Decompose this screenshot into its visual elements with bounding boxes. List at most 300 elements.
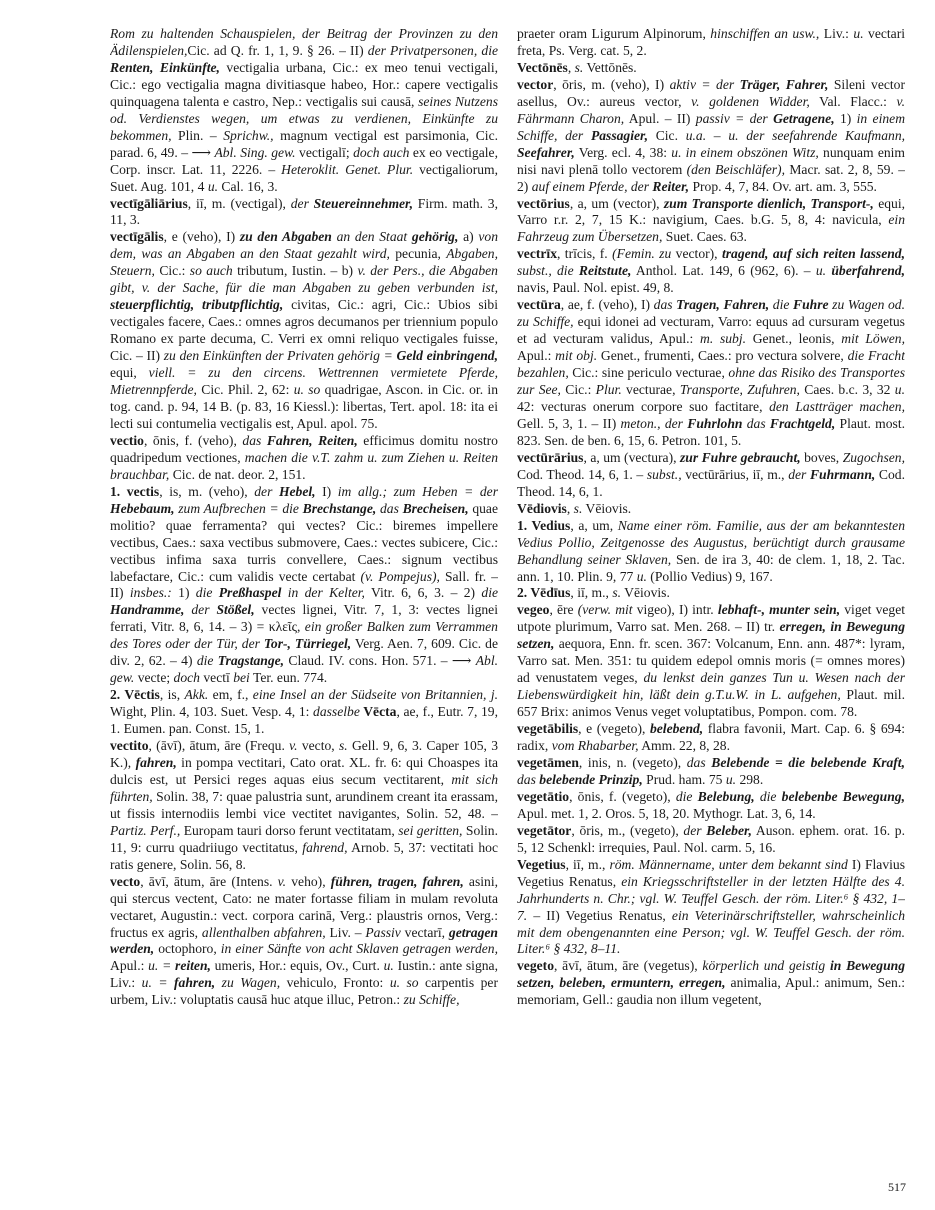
entry-text: s. [574,59,584,75]
entry-text: Solin. 11, 9: curru quadriiugo vectitatus, [110,822,498,855]
entry-text: Tor-, Türriegel, [263,636,352,652]
entry-text: veho), [286,873,331,889]
entry-text: Verg. ecl. 4, 38: [574,144,672,160]
entry-text: Cic. Phil. 2, 62: [196,382,294,398]
entry-text: Arnob. 5, 37: vectitati hoc ratis genere, Solin. 56, 8. [110,839,498,872]
entry-text: Europam tauri dorso ferunt vectitatam, [180,822,399,838]
entry-text: ein Kriegsschriftsteller in der letzten Hälfte des 4. Jahrhunderts n. Chr.; vgl. W. Teuffel Gesch. der röm. Liter.⁶ § 432, 1–7. [517,873,905,923]
entry-text: ex eo vectigale, Corp. inscr. Lat. 11, 2226. – [110,144,498,177]
entry-text: Abl. Sing. gew. [214,144,296,160]
entry-headword: vegetābilis [517,721,579,737]
entry-text: Cic.: [560,382,596,398]
right-column [517,26,905,1176]
dictionary-entry [517,501,905,518]
entry-text: Hebebaum, [110,500,175,516]
entry-text: subst., die [517,263,579,279]
entry-text: Tragstange, [217,653,285,669]
entry-headword: vecto [110,873,141,889]
dictionary-entry [110,196,498,230]
entry-text: viget veget utpote plurimum, Varro sat. Men. 268. – II) tr. [517,602,905,635]
entry-text: u. so [389,975,419,991]
entry-text: führen, tragen, fahren, [330,873,464,889]
dictionary-entry [517,602,905,721]
entry-text: u. [383,958,394,974]
entry-text: aequora, Enn. fr. scen. 367: Volcanum, Enn. ann. 487*: lyram, Varro sat. Men. 351: tu quidem edepol omnis moris (= omnes mores) ad venustatem veges, [517,636,905,686]
entry-text: m. subj. [700,331,747,347]
entry-text: Preßhaspel [218,585,282,601]
entry-text: Cic. [647,127,686,143]
entry-text: flabra favonii, Mart. Cap. 6. § 694: radix, [517,721,905,754]
entry-text: viell. = zu den circens. Wettrennen vermietete Pferde, Mietrennpferde, [110,365,498,398]
entry-headword: vectīgālis [110,229,164,245]
entry-text: , is, m. (veho), [159,483,255,499]
entry-text: die [481,585,498,601]
dictionary-entry [110,433,498,484]
entry-text: asini, qui stercus vectent, Cato: ne mater fortasse filiam in mulam revoluta vectaret, Augustin.: vect. corpora carinā, Verg.: plaustris ornos, Verg.: fructus ex agris, [110,873,498,940]
entry-text: Stößel, [216,602,255,618]
entry-text: Plaut. mil. 657 Brix: animos Venus veget voluptatibus, Pompon. com. 78. [517,687,905,720]
entry-text: – II) Vegetius Renatus, [527,907,672,923]
entry-text: lebhaft-, munter sein, [717,602,841,618]
entry-text: hinschiffen an usw., [710,26,820,41]
entry-text: Fuhre [793,297,829,313]
entry-text: Handramme, [110,602,185,618]
dictionary-entry [110,484,498,687]
dictionary-entry [517,857,905,959]
entry-text: fahrend, [302,839,348,855]
entry-text: u. = [141,975,174,991]
entry-text: s. [338,738,348,754]
entry-text: Plur. [595,382,622,398]
entry-headword: vectrīx [517,246,557,262]
entry-text: die [675,788,698,804]
entry-text: Brecheisen, [402,500,469,516]
entry-text: vectigalī; [295,144,354,160]
entry-text: bei [233,670,250,686]
entry-text: Belebung, [697,788,755,804]
entry-text: Sen. de ira 3, 40: de clem. 1, 18, 2. Tac. ann. 1, 10. Plin. 9, 77 [517,551,905,584]
entry-text: Cic.: sine periculo vecturae, [568,365,729,381]
entry-text: passiv = der [695,110,774,126]
entry-text: das [686,754,712,770]
dictionary-entry [517,26,905,60]
entry-text: Reiter, [652,178,690,194]
entry-text: Apul. met. 1, 2. Oros. 5, 18, 20. Mythogr. Lat. 3, 6, 14. [517,805,816,821]
entry-text: die [769,297,794,313]
entry-text: Sileni vector asellus, Ov.: aureus vector, [517,76,905,109]
entry-text: Genet., frumenti, Caes.: pro vectura solvere, [597,348,848,364]
entry-headword: vectīgāliārius [110,195,188,211]
entry-text: , ōnis, f. (vegeto), [569,788,676,804]
entry-headword: vectito [110,738,149,754]
entry-text: Cic. ad Q. fr. 1, 1, 9. § 26. – II) [187,42,364,58]
dictionary-entry [110,26,498,196]
entry-text: zu den Abgaben [239,229,332,245]
entry-text: , āvī, ātum, āre (Intens. [140,873,278,889]
entry-text: Gell. 9, 6, 3. Caper 105, 3 K.), [110,738,498,770]
entry-text: vectarī, [400,924,449,940]
entry-text: equi, Varro r.r. 2, 7, 15 K.: navigium, Caes. b.G. 5, 8, 4: navicula, [517,195,905,228]
entry-headword: vegetātio [517,788,570,804]
entry-text: (den Beischläfer), [686,161,785,177]
entry-text: Iustin.: ante signa, Liv.: [110,958,498,991]
entry-text: I) [315,483,338,499]
entry-text: vectī [199,670,234,686]
entry-text: u. in einem obszönen Witz, [671,144,819,160]
entry-text: die [196,653,218,669]
entry-text: vecturae, [621,382,680,398]
entry-text: überfahrend, [831,263,905,279]
entry-headword: vegeto [517,958,554,974]
entry-text: ein Veterinärschriftsteller, wahrscheinlich mit dem obengenannten eine Person; vgl. W. Teuffel Gesch. der röm. Liter.⁶ § 432, 8–11. [517,907,905,957]
entry-text: der [788,466,810,482]
entry-text: an den Staat [331,229,412,245]
entry-text: machen die v.T. zahm u. zum Ziehen u. Reiten brauchbar, [110,449,498,482]
entry-text: Verg. Aen. 7, 609. Cic. de div. 2, 62. – 4) [110,636,498,669]
entry-text: körperlich und geistig [702,958,830,974]
entry-text: u. [725,771,737,787]
entry-text: erregen, in Bewegung setzen, [517,619,905,652]
dictionary-entry [517,297,905,450]
entry-text: getragen werden, [110,924,498,957]
entry-text: , a, um (vectura), [583,449,680,465]
entry-text: , ae, f. (veho), I) [560,297,654,313]
entry-text: efficimus domitu nostro quadripedum vectiones, [110,432,498,465]
entry-text: v. goldenen Widder, [691,93,810,109]
dictionary-entry [517,958,905,1009]
entry-text: Ter. eun. 774. [249,670,328,686]
entry-text: Träger, Fahrer, [739,76,829,92]
entry-text: Apul.: [110,958,149,974]
entry-text: vom Rhabarber, [551,738,639,754]
entry-text: , [567,59,575,75]
entry-text: vector), [671,246,722,262]
entry-text: u. [636,568,647,584]
entry-text: carpentis per urbem, Liv.: voluptatis causā huc atque illuc, Petron.: [110,975,498,1008]
entry-text: magnum vectigal est parsimonia, Cic. parad. 6, 49. – ⟶ [110,127,498,160]
dictionary-entry [517,246,905,297]
entry-text: equi idonei ad vecturam, Varro: equus ad cursuram vegetus et ad vecturam validus, Apul.: [517,314,905,347]
entry-text: octophoro, [154,941,221,957]
entry-text: Reitstute, [578,263,632,279]
entry-text: der [290,195,314,211]
entry-text: u. [815,263,832,279]
entry-text: insbes.: [129,585,172,601]
page-number: 517 [888,1180,906,1194]
entry-text: s. [612,585,622,601]
entry-text: Sall. fr. – II) [110,568,498,601]
entry-text: Val. Flacc.: [809,93,897,109]
entry-text: 298. [736,771,764,787]
entry-text: Seefahrer, [517,144,575,160]
entry-text: Wight, Plin. 4, 103. Suet. Vesp. 4, 1: [110,704,314,720]
entry-text: allenthalben abfahren, [201,924,326,940]
entry-headword: Vēdiovis [517,500,567,516]
entry-headword: vegeo [517,602,550,618]
entry-text: Akk. [184,687,209,703]
entry-headword: 2. Vēctis [110,687,160,703]
entry-text: mit Löwen, [841,331,905,347]
entry-text: u. so [293,382,321,398]
entry-text: Tragen, Fahren, [676,297,770,313]
entry-text: Hebel, [278,483,316,499]
entry-text: , [566,500,574,516]
entry-text: auf einem Pferde, der [531,178,653,194]
entry-text: a) [458,229,479,245]
entry-headword: vector [517,76,554,92]
entry-text: Partiz. Perf., [110,822,181,838]
entry-text: Sprichw., [223,127,274,143]
entry-text: Apul.: [517,348,556,364]
entry-text: I) Flavius Vegetius Renatus, [517,856,905,889]
dictionary-entry [517,196,905,247]
entry-text: praeter oram Ligurum Alpinorum, [517,26,711,41]
entry-text: tragend, auf sich reiten lassend, [721,246,905,262]
entry-headword: Vectōnēs [517,59,568,75]
entry-text: Belebende = die belebende Kraft, [711,754,905,770]
dictionary-entry [110,738,498,874]
entry-text: dasselbe [313,704,360,720]
entry-text: v. [289,738,298,754]
entry-text: Solin. 38, 7: quae palustria sunt, arundinem creant ita erassam, ut fissis internodiis lembi vice vectitet navigantes, Solin. 52, 48. – [110,788,498,821]
entry-text: u. = [148,958,176,974]
entry-text: , ae, f., Eutr. 7, 19, 1. Eumen. pan. Const. 15, 1. [110,704,498,737]
entry-text: 1) [171,585,196,601]
entry-text: Fahren, Reiten, [266,432,358,448]
entry-headword: vectōrius [517,195,570,211]
entry-text: , ōris, m. (veho), I) [553,76,670,92]
entry-text: u. [207,178,219,194]
entry-text: zu Wagen od. zu Schiffe, [517,297,905,330]
entry-text: Amm. 22, 8, 28. [638,738,730,754]
left-column [110,26,498,1176]
dictionary-entry [517,721,905,755]
entry-text: Claud. IV. cons. Hon. 571. – ⟶ [284,653,476,669]
entry-text: (verw. mit [577,602,633,618]
entry-text: Passiv [365,924,401,940]
entry-text: zum Transporte dienlich, Transport-, [663,195,874,211]
entry-text: Transporte, Zufuhren, [679,382,800,398]
dictionary-entry [517,518,905,586]
entry-text: Rom zu haltenden Schauspielen, der Beitrag der Provinzen zu den Ädilenspielen, [110,26,498,58]
entry-text: civitas, Cic.: agri, Cic.: Ubios sibi vectigales facere, Caes.: omnes agros decumanos per triennium populo Romano ex parte decuma, C. Verri ex omni reliquo vectigales fuisse, Cic. – II) [110,297,498,364]
entry-text: Vēiovis. [621,585,670,601]
entry-text: vecte; [134,670,174,686]
entry-text: vecto, [297,738,339,754]
dictionary-entry [110,687,498,738]
entry-text: – [706,127,729,143]
entry-text: Fuhrmann, [809,466,876,482]
entry-text: Caes. b.c. 3, 32 [799,382,895,398]
entry-text: ein Fahrzeug zum Übersetzen, [517,212,905,245]
entry-text: röm. Männername, unter dem bekannt sind [609,856,848,872]
entry-text: gehörig, [411,229,459,245]
entry-text: ein großer Balken zum Verrammen des Tores oder der Tür, der [110,619,498,652]
entry-text: u. [853,26,864,41]
entry-text: so auch [189,263,233,279]
entry-text: fahren, [174,975,216,991]
entry-text: u.a. [685,127,707,143]
entry-text: fahren, [135,754,177,770]
entry-text: , a, um (vector), [569,195,664,211]
entry-text: Steuereinnehmer, [313,195,413,211]
entry-text: zu den Einkünften der Privaten gehörig = [163,348,397,364]
dictionary-entry [110,874,498,1010]
entry-headword: 1. Vedius [517,517,571,533]
entry-text: , e (veho), I) [163,229,240,245]
entry-headword: Vēcta [359,704,397,720]
entry-text: aktiv = der [669,76,740,92]
entry-text: Abgaben, Steuern, [110,246,498,279]
entry-text: u. der seefahrende Kaufmann, [728,127,905,143]
entry-text: Zugochsen, [842,449,905,465]
entry-text: ohne das Risiko des Transportes zur See, [517,365,905,398]
entry-text: Plin. – [171,127,224,143]
entry-headword: vectūrārius [517,449,584,465]
entry-text: , ēre [549,602,578,618]
entry-text: Gell. 5, 3, 1. – II) [517,415,621,431]
entry-text: 1) [834,110,857,126]
entry-text: doch [173,670,200,686]
entry-text: Brechstange, [302,500,377,516]
entry-text: in der Kelter, [281,585,365,601]
entry-text: Prop. 4, 7, 84. Ov. art. am. 3, 555. [689,178,877,194]
entry-text: die [195,585,219,601]
entry-headword: vegetāmen [517,754,579,770]
entry-text: das [742,415,770,431]
entry-text: animalia, Apul.: animum, Sen.: memoriam, Gell.: gaudia non illum vegetent, [517,975,905,1008]
entry-text: (Pollio Vedius) 9, 167. [646,568,773,584]
entry-text: Anthol. Lat. 149, 6 (962, 6). – [631,263,816,279]
dictionary-entry [517,755,905,789]
entry-text: Vēiovis. [582,500,632,516]
entry-text: Cod. Theod. 14, 6, 1. [517,466,905,499]
entry-text: subst., [646,466,682,482]
entry-text: vectigalia urbana, Cic.: ex meo tenui vectigali, Cic.: ego vectigalia magna divitiasque habeo, Hor.: capere vectigalis quinquagena talenta e castro, Nep.: vectigalis sui causā, [110,59,498,109]
entry-text: v. [277,873,287,889]
entry-text: du lenkst dein ganzes Tun u. Wesen nach der Liebenswürdigkeit hin, läßt dein g.T.u.W. in L. aufgehen, [517,670,905,703]
entry-text: Fuhrlohn [687,415,743,431]
entry-text: , inis, n. (vegeto), [578,754,687,770]
entry-text: in einem Schiffe, der [517,110,905,143]
entry-text: mit obj. [555,348,598,364]
entry-text: Frachtgeld, [769,415,836,431]
entry-text: vectes lignei, Vitr. 7, 1, 3: vectes lignei ferrati, Vitr. 8, 6, 14. – 3) = κλεῖς, [110,602,498,635]
entry-text: quae molitio? quae ferramenta? qui vectes? Cic.: biremes impellere vectibus, Caes.: saxa vectibus submovere, Caes.: vectes subicere, Cic.: vectibus infima saxa turris convellere, Caes.: signum vectibus labefactare, Cic.: cum validis vecte certabat [110,500,498,584]
entry-text: Cod. Theod. 14, 6, 1. – [517,466,647,482]
dictionary-entry [517,450,905,501]
entry-text: , is, [159,687,185,703]
entry-text: s. [573,500,583,516]
entry-headword: 1. vectis [110,483,160,499]
entry-text: umeris, Hor.: equis, Ov., Curt. [210,958,384,974]
entry-text: steuerpflichtig, tributpflichtig, [110,297,284,313]
entry-text: , āvī, ātum, āre (vegetus), [554,958,703,974]
entry-text: pecunia, [389,246,447,262]
entry-text: Renten, Einkünfte, [110,59,220,75]
entry-text: der [254,483,279,499]
entry-text: Suet. Caes. 63. [662,229,747,245]
entry-text: doch auch [353,144,410,160]
entry-text: quadrigae, Ascon. in Cic. or. in tog. cand. p. 94, 14 B. (p. 83, 16 Kiessl.): libertas, Tert. apol. 18: ita ei lecti sui contumelia vectigalis est, Apul. apol. 75. [110,382,498,431]
entry-headword: 2. Vēdīus [517,585,571,601]
entry-text: belebenbe Bewegung, [781,788,905,804]
entry-text: Macr. sat. 2, 8, 59. – 2) [517,161,905,194]
entry-text: Cal. 16, 3. [218,178,278,194]
entry-text: Abl. gew. [110,653,498,686]
entry-text: (v. Pompejus), [360,568,440,584]
entry-text: 42: vecturas onerum corpore suo factitare, [517,398,770,414]
entry-text: das [653,297,677,313]
entry-text: Geld einbringend, [396,348,498,364]
entry-text: in Bewegung setzen, beleben, ermuntern, erregen, [517,958,905,991]
entry-text: der [683,822,707,838]
dictionary-entry [110,229,498,432]
entry-text: (Femin. zu [612,246,672,262]
entry-text: Auson. ephem. orat. 16. p. 5, 12 Schenkl: irrequies, Paul. Nol. carm. 5, 16. [517,822,905,855]
entry-text: boves, [800,449,843,465]
entry-text: , e (vegeto), [578,721,650,737]
entry-text: zu Schiffe, [403,992,460,1008]
entry-text: Liv. – [325,924,366,940]
entry-text: Beleber, [706,822,752,838]
entry-text: zum Aufbrechen = die [174,500,303,516]
entry-text: Apul. – II) [624,110,696,126]
entry-text: Heteroklit. Genet. Plur. [281,161,414,177]
entry-text: zu Wagen, [215,975,281,991]
entry-text: , ōnis, f. (veho), [143,432,243,448]
entry-headword: vegetātor [517,822,572,838]
entry-text: v. Fährmann Charon, [517,93,905,126]
entry-text: Firm. math. 3, 11, 3. [110,195,498,228]
entry-text: em, f., [208,687,253,703]
entry-text: der Privatpersonen, die [363,42,498,58]
entry-text: vectigaliorum, Suet. Aug. 101, 4 [110,161,498,194]
entry-text: navis, Paul. Nol. epist. 49, 8. [517,280,674,296]
entry-text: vectari freta, Ps. Verg. cat. 5, 2. [517,26,905,58]
entry-text: Prud. ham. 75 [642,771,726,787]
entry-text: Name einer röm. Familie, aus der am bekanntesten Vedius Pollio, Zeitgenosse des Augustus, berüchtigt durch grausame Behandlung seiner Sklaven, [517,517,905,567]
entry-text: , iī, m., [565,856,610,872]
entry-text: Plaut. most. 823. Sen. de ben. 6, 15, 6. Petron. 101, 5. [517,415,905,448]
entry-headword: vectūra [517,297,561,313]
entry-text: von dem, was an Abgaben an den Staat gezahlt wird, [110,229,498,262]
entry-text: Vettōnēs. [583,59,637,75]
entry-text: reiten, [175,958,211,974]
entry-text: sei geritten, [398,822,463,838]
dictionary-entry [517,789,905,823]
entry-text: belebende Prinzip, [539,771,643,787]
entry-text: vectūrārius, iī, m., [681,466,789,482]
entry-text: in pompa vectitari, Cato orat. XL. fr. 6: qui Choaspes ita dulcis est, ut Persici reges aquas eius secum vectitarent, [110,754,498,787]
entry-headword: vectio [110,432,144,448]
entry-text: das [376,500,403,516]
entry-text: vehiculo, Fronto: [280,975,390,991]
entry-text: Genet., leonis, [746,331,842,347]
entry-text: , (āvī), ātum, āre (Frequ. [148,738,290,754]
entry-text: belebend, [649,721,704,737]
dictionary-entry [517,585,905,602]
entry-text: vigeo), I) intr. [632,602,718,618]
entry-text: eine Insel an der Südseite von Britannien, j. [252,687,498,703]
entry-text: die [754,788,782,804]
entry-text: Getragene, [773,110,835,126]
entry-text: tributum, Iustin. – b) [232,263,358,279]
entry-text: , ōris, m., (vegeto), [571,822,684,838]
entry-text: im allg.; zum Heben = der [337,483,498,499]
dictionary-entry [517,60,905,77]
entry-text: der [184,602,217,618]
